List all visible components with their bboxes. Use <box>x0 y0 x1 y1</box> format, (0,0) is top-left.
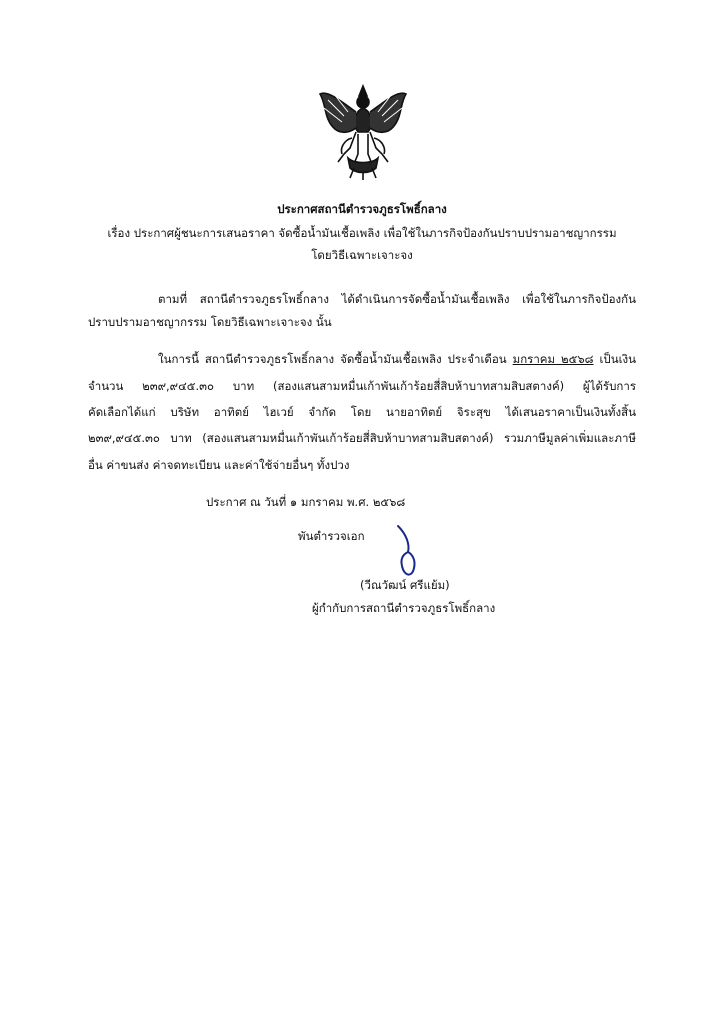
paragraph-2-text-b: เป็นเงิน <box>593 352 636 366</box>
signatory-position: ผู้กำกับการสถานีตำรวจภูธรโพธิ์กลาง <box>312 601 496 615</box>
paragraph-2-line-2: จำนวน ๒๓๙,๙๔๕.๓๐ บาท (สองแสนสามหมื่นเก้าพันเก้าร้อยสี่สิบห้าบาทสามสิบสตางค์) ผู้ได้รับการ <box>88 379 636 393</box>
paragraph-2-line-3: คัดเลือกได้แก่ บริษัท อาทิตย์ ไฮเวย์ จำกัด โดย นายอาทิตย์ จิระสุข ได้เสนอราคาเป็นเงินทั้งสิ้น <box>88 405 636 419</box>
document-title: ประกาศสถานีตำรวจภูธรโพธิ์กลาง <box>277 202 447 216</box>
subject-line-2: โดยวิธีเฉพาะเจาะจง <box>311 248 413 262</box>
month-year-underlined: มกราคม ๒๕๖๘ <box>512 352 594 366</box>
paragraph-2-line-5: อื่น ค่าขนส่ง ค่าจดทะเบียน และค่าใช้จ่ายอื่นๆ ทั้งปวง <box>88 458 350 472</box>
paragraph-2-line-4: ๒๓๙,๙๔๕.๓๐ บาท (สองแสนสามหมื่นเก้าพันเก้าร้อยสี่สิบห้าบาทสามสิบสตางค์) รวมภาษีมูลค่าเพิ่มและภาษี <box>88 431 636 445</box>
signatory-rank: พันตำรวจเอก <box>298 529 365 543</box>
paragraph-1-line-2: ปราบปรามอาชญากรรม โดยวิธีเฉพาะเจาะจง นั้น <box>88 315 332 329</box>
subject-line-1: เรื่อง ประกาศผู้ชนะการเสนอราคา จัดซื้อน้ำมันเชื้อเพลิง เพื่อใช้ในภารกิจป้องกันปราบปรามอาชญากรรม <box>107 226 617 240</box>
paragraph-1-line-1: ตามที่ สถานีตำรวจภูธรโพธิ์กลาง ได้ดำเนินการจัดซื้อน้ำมันเชื้อเพลิง เพื่อใช้ในภารกิจป้องกัน <box>158 292 636 306</box>
paragraph-2-text-a: ในการนี้ สถานีตำรวจภูธรโพธิ์กลาง จัดซื้อน้ำมันเชื้อเพลิง ประจำเดือน <box>158 352 513 366</box>
handwritten-signature <box>392 524 422 580</box>
paragraph-2-line-1 <box>158 351 636 367</box>
garuda-emblem-icon <box>314 82 412 182</box>
announcement-date: ประกาศ ณ วันที่ ๑ มกราคม พ.ศ. ๒๕๖๘ <box>206 495 406 509</box>
signatory-name: (วีณวัฒน์ ศรีแย้ม) <box>360 578 450 592</box>
